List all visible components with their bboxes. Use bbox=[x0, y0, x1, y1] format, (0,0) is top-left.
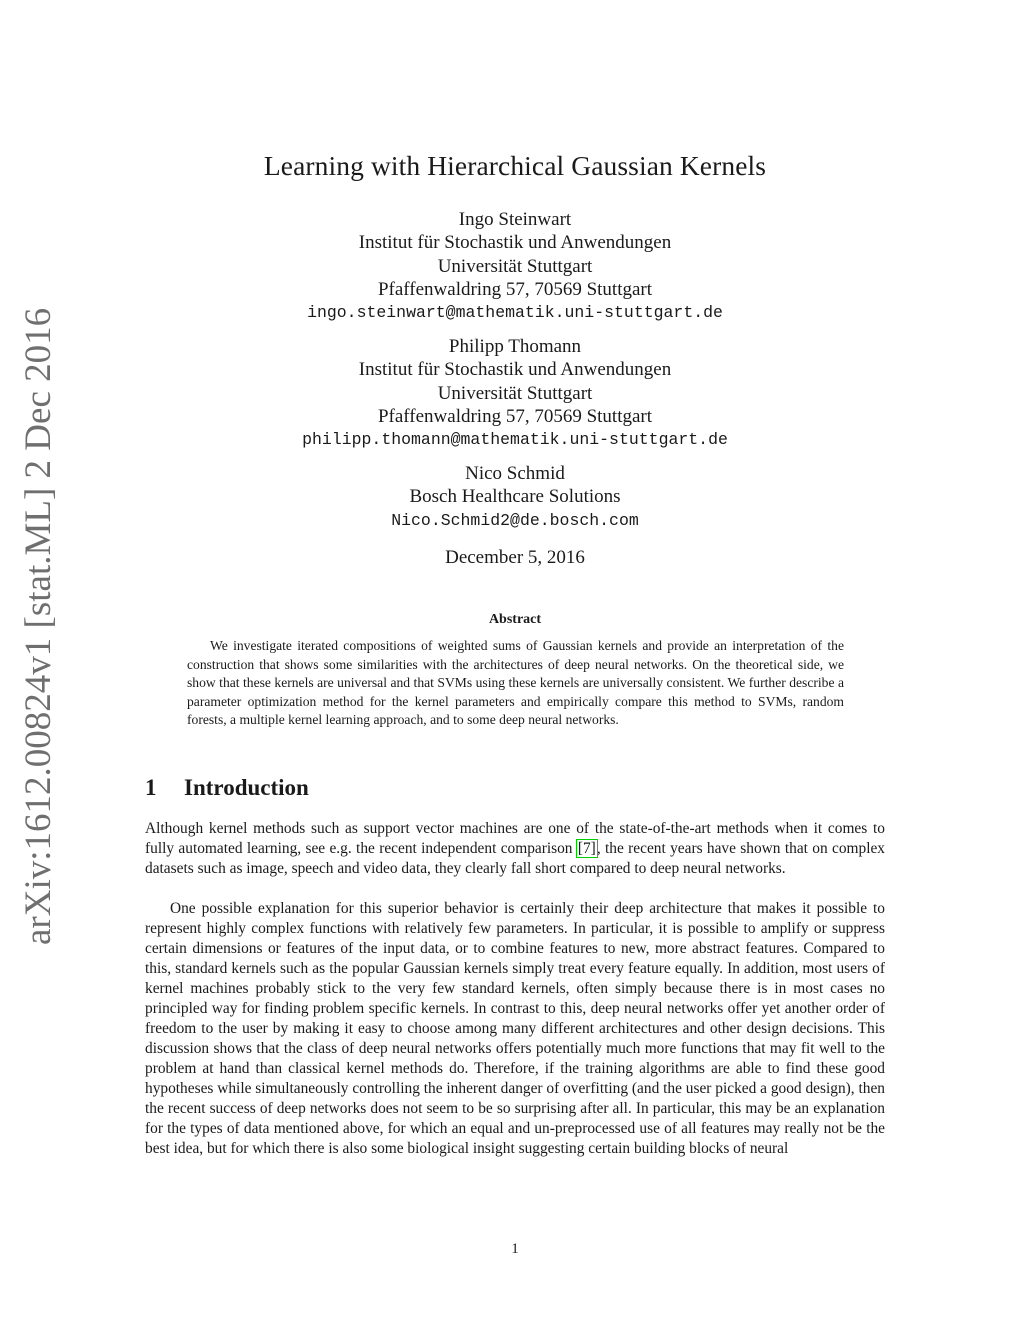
intro-paragraph-1 bbox=[145, 819, 885, 879]
author-email[interactable]: ingo.steinwart@mathematik.uni-stuttgart.de bbox=[307, 303, 723, 323]
author-address: Pfaffenwaldring 57, 70569 Stuttgart bbox=[377, 405, 653, 427]
author-block-1 bbox=[0, 208, 1024, 324]
author-name: Ingo Steinwart bbox=[458, 209, 572, 230]
author-email[interactable]: philipp.thomann@mathematik.uni-stuttgart.de bbox=[302, 430, 728, 450]
author-university: Universität Stuttgart bbox=[437, 255, 593, 277]
abstract-text: We investigate iterated compositions of weighted sums of Gaussian kernels and provide an interpretation of the construction that shows some similarities with the architectures of deep neural networks. On the theoretical side, we show that these kernels are universal and that SVMs using these kernels are universally consistent. We further describe a parameter optimization method for the kernel parameters and empirically compare this method to SVMs, random forests, a multiple kernel learning approach, and to some deep neural networks. bbox=[187, 638, 844, 728]
section-heading bbox=[145, 775, 309, 801]
author-institute: Bosch Healthcare Solutions bbox=[409, 486, 621, 508]
abstract-heading: Abstract bbox=[488, 612, 542, 627]
author-block-3 bbox=[0, 462, 1024, 532]
paper-title: Learning with Hierarchical Gaussian Kernels bbox=[263, 150, 767, 181]
paper-date: December 5, 2016 bbox=[445, 547, 585, 568]
citation-link[interactable]: [7] bbox=[577, 840, 596, 857]
author-email[interactable]: Nico.Schmid2@de.bosch.com bbox=[391, 510, 639, 530]
author-name: Philipp Thomann bbox=[448, 336, 582, 357]
author-institute: Institut für Stochastik und Anwendungen bbox=[358, 232, 672, 254]
section-title: Introduction bbox=[184, 775, 309, 800]
section-number: 1 bbox=[145, 775, 157, 800]
author-name: Nico Schmid bbox=[465, 463, 565, 484]
author-block-2 bbox=[0, 335, 1024, 451]
paragraph-text: Although kernel methods such as support vector machines are one of the state-of-the-art methods when it comes to fully automated learning, see e.g. the recent independent comparison bbox=[145, 820, 885, 857]
arxiv-identifier-stamp: arXiv:1612.00824v1 [stat.ML] 2 Dec 2016 bbox=[18, 307, 59, 945]
author-address: Pfaffenwaldring 57, 70569 Stuttgart bbox=[377, 278, 653, 300]
author-institute: Institut für Stochastik und Anwendungen bbox=[358, 359, 672, 381]
paragraph-text: , the recent years have shown that on complex datasets such as image, speech and video data, they clearly fall short compared to deep neural networks. bbox=[145, 840, 885, 877]
author-university: Universität Stuttgart bbox=[437, 382, 593, 404]
page-number: 1 bbox=[511, 1241, 519, 1257]
intro-paragraph-2: One possible explanation for this superior behavior is certainly their deep architecture that makes it possible to represent highly complex functions with relatively few parameters. In particular, it is possible to amplify or suppress certain dimensions or features of the input data, or to combine features to new, more abstract features. Compared to this, standard kernels such as the popular Gaussian kernels simply treat every feature equally. In addition, most users of kernel machines probably stick to the very few standard kernels, often simply because there is in most cases no principled way for finding problem specific kernels. In contrast to this, deep neural networks offer yet another order of freedom to the user by making it easy to choose among many different architectures and other design decisions. This discussion shows that the class of deep neural networks offers potentially much more functions that may fit well to the problem at hand than classical kernel methods do. Therefore, if the training algorithms are able to find these good hypotheses while simultaneously controlling the inherent danger of overfitting (and the user picked a good design), then the recent success of deep networks does not seem to be so surprising after all. In particular, this may be an explanation for the types of data mentioned above, for which an equal and un-preprocessed use of all features may really not be the best idea, but for which there is also some biological insight suggesting certain building blocks of neural bbox=[145, 900, 885, 1157]
